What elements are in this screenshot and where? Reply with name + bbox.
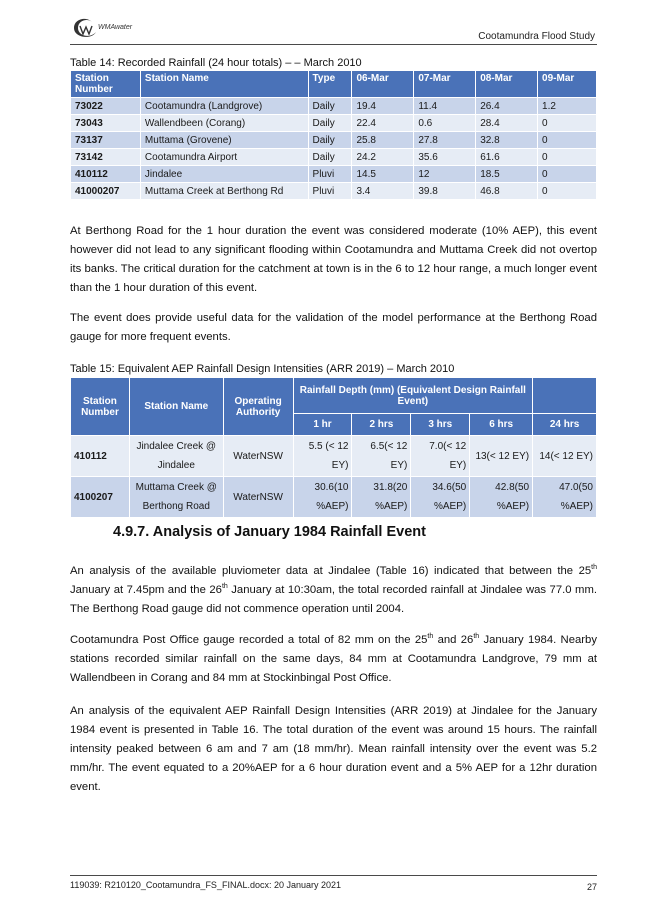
cell: 11.4 [414, 98, 476, 115]
col-09-mar: 09-Mar [538, 71, 597, 98]
cell: 42.8(50 %AEP) [470, 477, 533, 518]
col-station-name: Station Name [140, 71, 308, 98]
superscript: th [427, 633, 434, 640]
page-header [70, 14, 597, 45]
col-type: Type [308, 71, 352, 98]
paragraph-post-office-gauge [70, 631, 597, 688]
text-run: January at 7.45pm and the 26 [70, 584, 222, 596]
cell: 6.5(< 12 EY) [352, 436, 411, 477]
table15-aep-intensities [70, 377, 597, 518]
cell: 46.8 [476, 183, 538, 200]
col-24hrs: 24 hrs [533, 414, 597, 436]
cell: Cootamundra Airport [140, 149, 308, 166]
table-row [71, 477, 597, 518]
cell: 47.0(50 %AEP) [533, 477, 597, 518]
cell: Pluvi [308, 183, 352, 200]
cell: Daily [308, 115, 352, 132]
cell: 22.4 [352, 115, 414, 132]
cell: 39.8 [414, 183, 476, 200]
col-08-mar: 08-Mar [476, 71, 538, 98]
cell: 4100207 [71, 477, 130, 518]
paragraph-validation: The event does provide useful data for the validation of the model performance at the Berthong Road gauge for more frequent events. [70, 312, 597, 343]
cell: Muttama Creek at Berthong Rd [140, 183, 308, 200]
col-operating-authority: Operating Authority [223, 378, 293, 436]
paragraph-berthong-road: At Berthong Road for the 1 hour duration the event was considered moderate (10% AEP), this event however did not lead to any significant flooding within Cootamundra and Muttama Creek did not overtop its banks. The critical duration for the catchment at town is in the 6 to 12 hour range, a much longer event than the 1 hour duration of this event. [70, 225, 597, 294]
cell: 19.4 [352, 98, 414, 115]
cell: Daily [308, 98, 352, 115]
text-run: January at 10:30am, the total recorded rainfall at Jindalee was 77.0 mm. The Berthong Road gauge did not commence operation until 2004. [70, 584, 597, 615]
table-row [71, 115, 597, 132]
cell: Muttama Creek @ Berthong Road [129, 477, 223, 518]
cell: 31.8(20 %AEP) [352, 477, 411, 518]
cell: Daily [308, 132, 352, 149]
paragraph-jindalee-analysis [70, 562, 597, 619]
cell: 0.6 [414, 115, 476, 132]
table-row [71, 98, 597, 115]
cell: Wallendbeen (Corang) [140, 115, 308, 132]
cell: 12 [414, 166, 476, 183]
cell: 0 [538, 149, 597, 166]
cell: 24.2 [352, 149, 414, 166]
col-group-spacer [533, 378, 597, 414]
paragraph-aep-analysis: An analysis of the equivalent AEP Rainfall Design Intensities (ARR 2019) at Jindalee for the January 1984 event is presented in Table 16. The total duration of the event was around 15 hours. The rainfall intensity peaked between 6 am and 7 am (18 mm/hr). Mean rainfall intensity over the event was 5.2 mm/hr. The event equated to a 20%AEP for a 6 hour duration event and a 5% AEP for a 12hr duration event. [70, 705, 597, 793]
cell: 18.5 [476, 166, 538, 183]
table-row [71, 183, 597, 200]
cell: 13(< 12 EY) [470, 436, 533, 477]
table14-caption: Table 14: Recorded Rainfall (24 hour totals) – – March 2010 [70, 57, 362, 69]
superscript: th [591, 564, 597, 571]
footer-document-ref: 119039: R210120_Cootamundra_FS_FINAL.docx: 20 January 2021 [70, 880, 342, 890]
table-header-row [71, 71, 597, 98]
cell: 32.8 [476, 132, 538, 149]
cell: 73043 [71, 115, 141, 132]
cell: 73022 [71, 98, 141, 115]
cell: Jindalee Creek @ Jindalee [129, 436, 223, 477]
col-group-rainfall-depth: Rainfall Depth (mm) (Equivalent Design Rainfall Event) [293, 378, 533, 414]
cell: 26.4 [476, 98, 538, 115]
col-07-mar: 07-Mar [414, 71, 476, 98]
col-06-mar: 06-Mar [352, 71, 414, 98]
cell: 3.4 [352, 183, 414, 200]
cell: 1.2 [538, 98, 597, 115]
cell: 34.6(50 %AEP) [411, 477, 470, 518]
cell: 30.6(10 %AEP) [293, 477, 352, 518]
cell: WaterNSW [223, 477, 293, 518]
cell: Jindalee [140, 166, 308, 183]
table-header-row [71, 378, 597, 414]
footer-divider [70, 875, 597, 876]
cell: 0 [538, 166, 597, 183]
col-1hr: 1 hr [293, 414, 352, 436]
superscript: th [473, 633, 480, 640]
col-station-number: Station Number [71, 71, 141, 98]
cell: 73137 [71, 132, 141, 149]
col-station-name: Station Name [129, 378, 223, 436]
col-6hrs: 6 hrs [470, 414, 533, 436]
text-run: Cootamundra Post Office gauge recorded a total of 82 mm on the 25 [70, 634, 428, 646]
cell: Daily [308, 149, 352, 166]
text-run: and 26 [433, 634, 474, 646]
cell: Pluvi [308, 166, 352, 183]
cell: 28.4 [476, 115, 538, 132]
col-3hrs: 3 hrs [411, 414, 470, 436]
text-run: January 1984. Nearby stations recorded similar rainfall on the same days, 84 mm at Cootamundra Landgrove, 79 mm at Wallendbeen in Corang and 84 mm at Stockinbingal Post Office. [70, 634, 597, 684]
cell: 73142 [71, 149, 141, 166]
text-run: An analysis of the available pluviometer data at Jindalee (Table 16) indicated that between the 25 [70, 565, 592, 577]
cell: 61.6 [476, 149, 538, 166]
cell: 25.8 [352, 132, 414, 149]
logo-text: WMAwater [98, 24, 133, 31]
cell: 35.6 [414, 149, 476, 166]
table-row [71, 436, 597, 477]
page-number: 27 [586, 882, 597, 892]
cell: 410112 [71, 436, 130, 477]
cell: Muttama (Grovene) [140, 132, 308, 149]
cell: 41000207 [71, 183, 141, 200]
cell: 0 [538, 115, 597, 132]
table-row [71, 149, 597, 166]
cell: 5.5 (< 12 EY) [293, 436, 352, 477]
cell: 7.0(< 12 EY) [411, 436, 470, 477]
cell: 14.5 [352, 166, 414, 183]
document-title: Cootamundra Flood Study [478, 31, 595, 42]
col-2hrs: 2 hrs [352, 414, 411, 436]
table-row [71, 132, 597, 149]
table14-recorded-rainfall [70, 70, 597, 200]
cell: 14(< 12 EY) [533, 436, 597, 477]
table-row [71, 166, 597, 183]
col-station-number: Station Number [71, 378, 130, 436]
cell: 0 [538, 183, 597, 200]
cell: 0 [538, 132, 597, 149]
superscript: th [221, 583, 228, 590]
section-heading: 4.9.7. Analysis of January 1984 Rainfall Event [113, 524, 426, 540]
cell: WaterNSW [223, 436, 293, 477]
cell: Cootamundra (Landgrove) [140, 98, 308, 115]
cell: 27.8 [414, 132, 476, 149]
cell: 410112 [71, 166, 141, 183]
table15-caption: Table 15: Equivalent AEP Rainfall Design Intensities (ARR 2019) – March 2010 [70, 363, 455, 375]
